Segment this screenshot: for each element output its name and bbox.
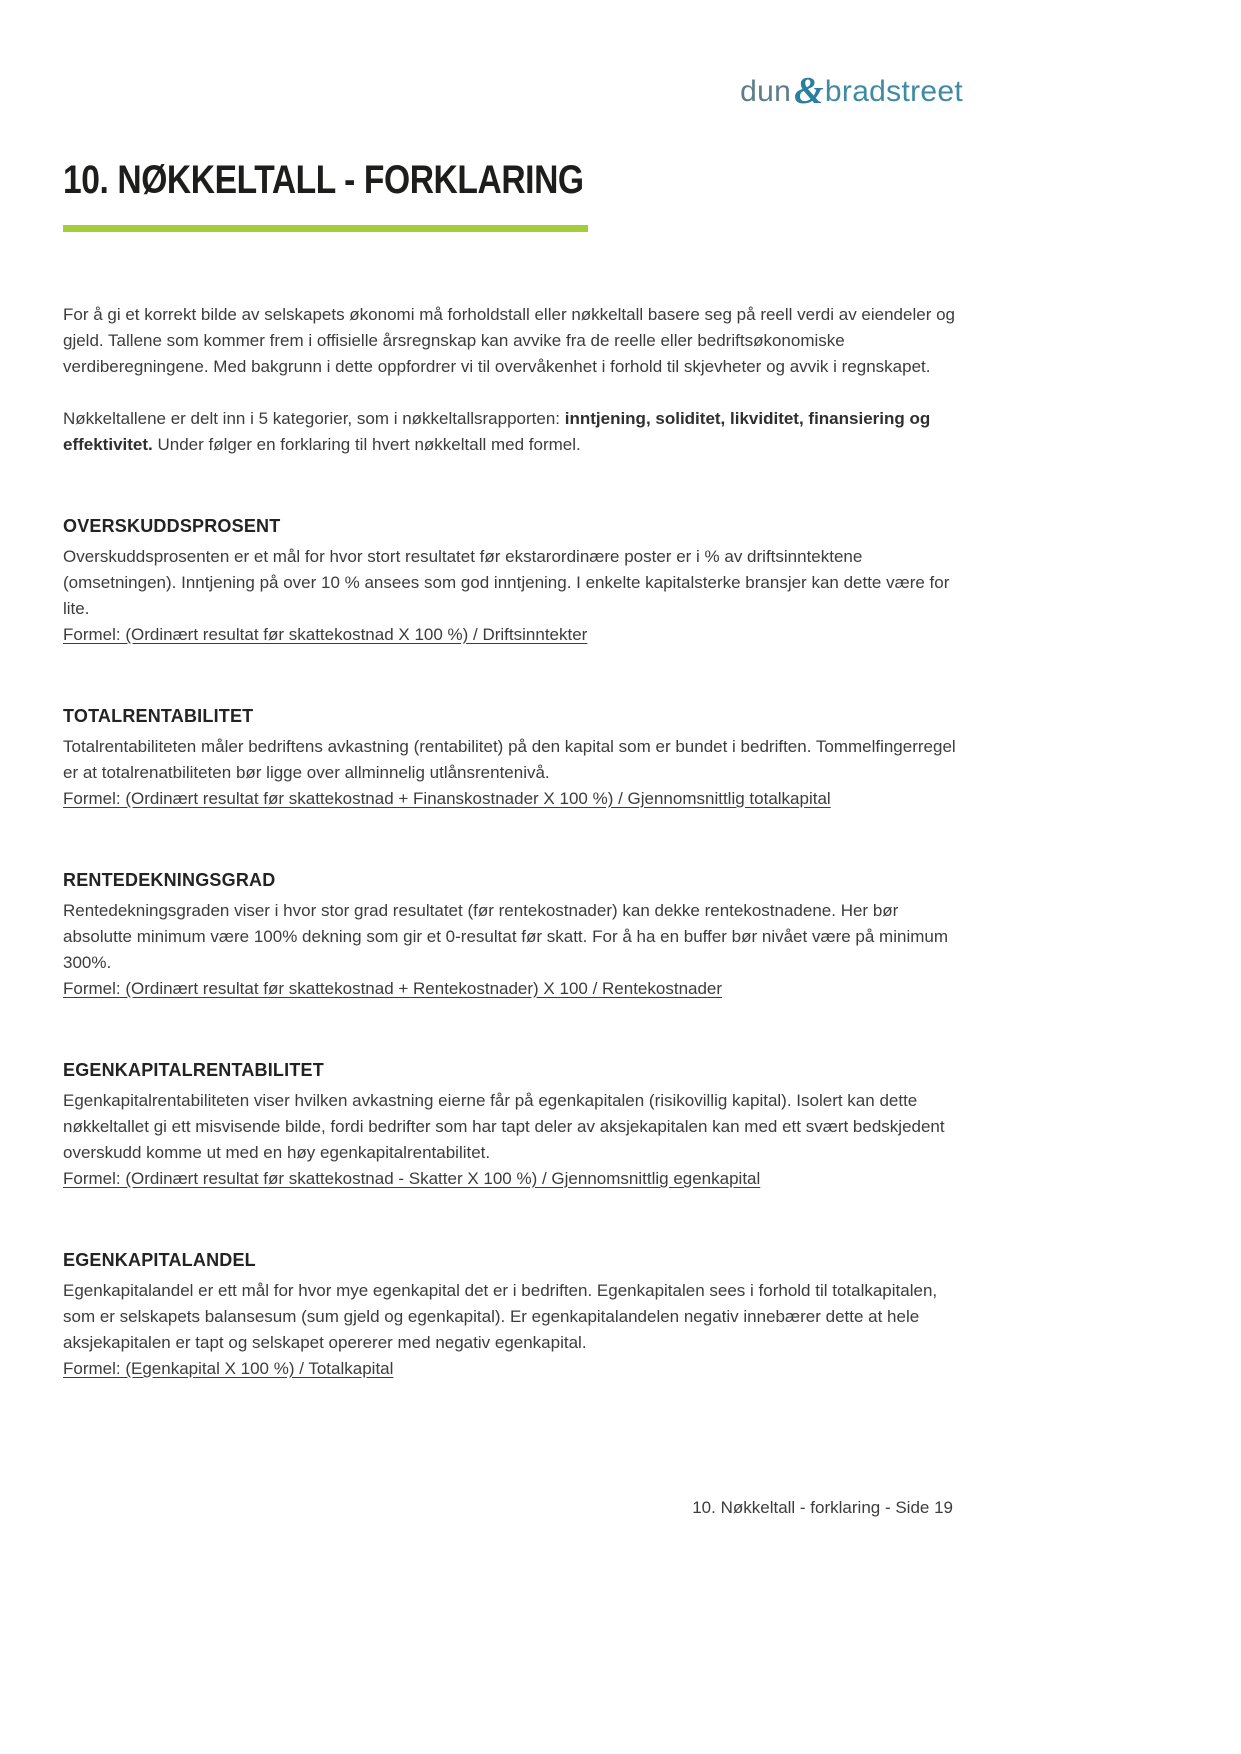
intro-paragraph-2 [63,406,963,458]
logo-text-dun: dun [740,75,792,108]
section-totalrentabilitet [63,706,963,812]
section-formula: Formel: (Ordinært resultat før skattekostnad - Skatter X 100 %) / Gjennomsnittlig egenkapital [63,1169,761,1188]
section-egenkapitalandel [63,1250,963,1382]
page-footer: 10. Nøkkeltall - forklaring - Side 19 [692,1498,953,1517]
section-formula: Formel: (Ordinært resultat før skattekostnad + Rentekostnader) X 100 / Rentekostnader [63,979,723,998]
section-body: Totalrentabiliteten måler bedriftens avkastning (rentabilitet) på den kapital som er bundet i bedriften. Tommelfingerregel er at totalrenatbiliteten bør ligge over allminnelig utlånsrentenivå. [63,737,956,782]
section-overskuddsprosent [63,516,963,648]
section-egenkapitalrentabilitet [63,1060,963,1192]
section-rentedekningsgrad [63,870,963,1002]
section-formula: Formel: (Ordinært resultat før skattekostnad X 100 %) / Driftsinntekter [63,625,588,644]
section-body: Egenkapitalrentabiliteten viser hvilken avkastning eierne får på egenkapitalen (risikovillig kapital). Isolert kan dette nøkkeltallet gi ett misvisende bilde, fordi bedrifter som har tapt deler av aksjekapitalen kan med ett svært bedskjedent overskudd komme ut med en høy egenkapitalrentabilitet. [63,1091,945,1162]
section-heading: OVERSKUDDSPROSENT [63,516,281,536]
intro-paragraph-1: For å gi et korrekt bilde av selskapets økonomi må forholdstall eller nøkkeltall basere seg på reell verdi av eiendeler og gjeld. Tallene som kommer frem i offisielle årsregnskap kan avvike fra de reelle eller bedriftsøkonomiske verdiberegningene. Med bakgrunn i dette oppfordrer vi til overvåkenhet i forhold til skjevheter og avvik i regnskapet. [63,305,955,376]
section-formula: Formel: (Ordinært resultat før skattekostnad + Finanskostnader X 100 %) / Gjennomsnittlig totalkapital [63,789,831,808]
logo-ampersand-icon: & [794,70,824,112]
section-formula: Formel: (Egenkapital X 100 %) / Totalkapital [63,1359,394,1378]
intro-paragraph-2-categories: inntjening, soliditet, likviditet, finansiering og effektivitet. [63,409,931,454]
section-body: Rentedekningsgraden viser i hvor stor grad resultatet (før rentekostnader) kan dekke rentekostnadene. Her bør absolutte minimum være 100% dekning som gir et 0-resultat før skatt. For å ha en buffer bør nivået være på minimum 300%. [63,901,948,972]
logo-text-bradstreet: bradstreet [824,75,963,108]
dun-and-bradstreet-logo [63,0,963,112]
section-heading: TOTALRENTABILITET [63,706,254,726]
section-body: Overskuddsprosenten er et mål for hvor stort resultatet før ekstarordinære poster er i % av driftsinntektene (omsetningen). Inntjening på over 10 % ansees som god inntjening. I enkelte kapitalsterke bransjer kan dette være for lite. [63,547,950,618]
title-underline-rule [63,225,588,232]
section-body: Egenkapitalandel er ett mål for hvor mye egenkapital det er i bedriften. Egenkapitalen sees i forhold til totalkapitalen, som er selskapets balansesum (sum gjeld og egenkapital). Er egenkapitalandelen negativ innebærer dette at hele aksjekapitalen er tapt og selskapet opererer med negativ egenkapital. [63,1281,938,1352]
intro-paragraph-2-suffix: Under følger en forklaring til hvert nøkkeltall med formel. [152,435,581,454]
intro-paragraph-2-prefix: Nøkkeltallene er delt inn i 5 kategorier, som i nøkkeltallsrapporten: [63,409,565,428]
section-heading: EGENKAPITALANDEL [63,1250,256,1270]
content-column [63,0,963,1382]
section-heading: RENTEDEKNINGSGRAD [63,870,276,890]
page-title: 10. NØKKELTALL - FORKLARING [63,158,584,202]
section-heading: EGENKAPITALRENTABILITET [63,1060,324,1080]
